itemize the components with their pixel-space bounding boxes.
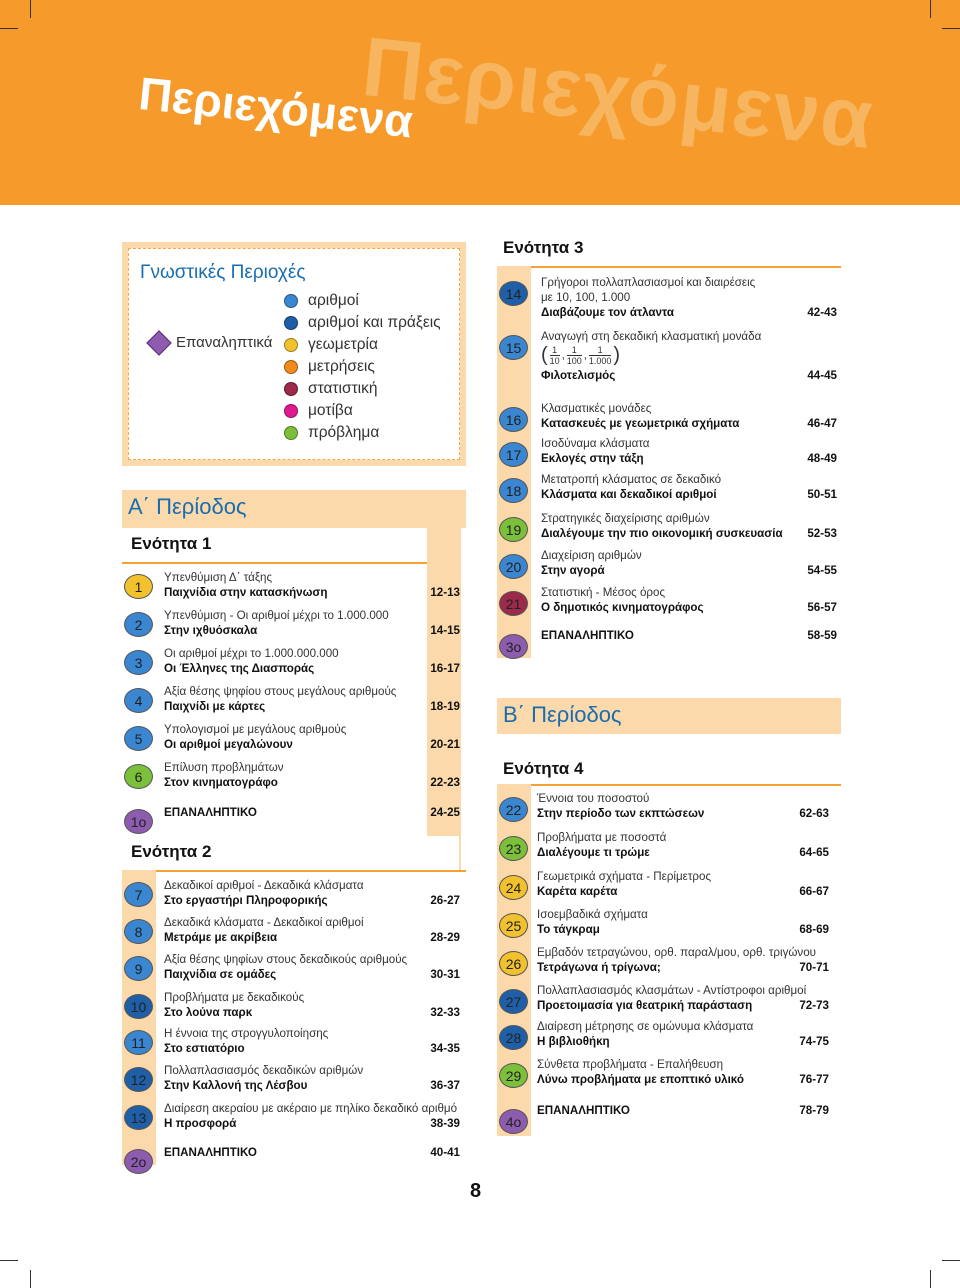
toc-entry-page: 22-23 — [430, 776, 460, 789]
toc-entry[interactable] — [537, 983, 829, 1013]
toc-entry[interactable] — [541, 329, 837, 383]
lesson-number-badge: 8 — [124, 919, 153, 944]
toc-entry-topic: Αξία θέσης ψηφίων στους δεκαδικούς αριθμούς — [164, 953, 408, 966]
toc-entry-topic: Πολλαπλασιασμός δεκαδικών αριθμών — [164, 1064, 364, 1077]
crop-mark — [942, 1260, 960, 1261]
toc-entry-topic: Δεκαδικοί αριθμοί - Δεκαδικά κλάσματα — [164, 879, 364, 892]
period-a-bar — [122, 490, 466, 528]
toc-entry[interactable] — [164, 722, 460, 752]
lesson-number-badge: 11 — [124, 1030, 153, 1055]
toc-entry-title: Η βιβλιοθήκη — [537, 1035, 610, 1048]
toc-entry-topic: Δεκαδικά κλάσματα - Δεκαδικοί αριθμοί — [164, 916, 364, 929]
toc-entry[interactable] — [164, 608, 460, 638]
lesson-number-badge: 3 — [124, 650, 153, 675]
lesson-number-badge: 27 — [499, 989, 528, 1014]
toc-entry-page: 28-29 — [430, 931, 460, 944]
toc-entry-page: 24-25 — [430, 806, 460, 819]
toc-entry-page: 78-79 — [799, 1104, 829, 1117]
toc-entry-title: ΕΠΑΝΑΛΗΠΤΙΚΟ — [541, 629, 634, 642]
category-dot-icon — [284, 360, 298, 374]
lesson-number-badge: 2 — [124, 612, 153, 637]
legend-category — [284, 314, 441, 332]
toc-entry-title: Στον κινηματογράφο — [164, 776, 278, 789]
toc-entry-page: 58-59 — [807, 629, 837, 642]
period-b-label: Β΄ Περίοδος — [503, 702, 622, 727]
lesson-number-badge: 23 — [499, 836, 528, 861]
lesson-number-badge: 10 — [124, 994, 153, 1019]
toc-entry[interactable] — [164, 760, 460, 790]
lesson-number-badge: 12 — [124, 1067, 153, 1092]
toc-entry-page: 36-37 — [430, 1079, 460, 1092]
toc-entry-page: 38-39 — [430, 1117, 460, 1130]
toc-entry-title: Στην περίοδο των εκπτώσεων — [537, 807, 705, 820]
toc-entry-topic: Έννοια του ποσοστού — [537, 792, 650, 805]
unit-2-divider — [427, 836, 461, 870]
toc-entry-topic: Αναγωγή στη δεκαδική κλασματική μονάδα — [541, 330, 762, 343]
toc-entry[interactable] — [537, 830, 829, 860]
lesson-number-badge: 24 — [499, 875, 528, 900]
toc-entry[interactable] — [164, 1026, 460, 1056]
toc-entry-page: 56-57 — [807, 601, 837, 614]
toc-entry-page: 12-13 — [430, 586, 460, 599]
category-dot-icon — [284, 426, 298, 440]
toc-entry-page: 26-27 — [430, 894, 460, 907]
lesson-number-badge: 18 — [499, 478, 528, 503]
toc-entry-title: ΕΠΑΝΑΛΗΠΤΙΚΟ — [537, 1104, 630, 1117]
toc-entry-topic: Αξία θέσης ψηφίου στους μεγάλους αριθμούς — [164, 685, 397, 698]
toc-entry-page: 14-15 — [430, 624, 460, 637]
toc-entry-topic: Επίλυση προβλημάτων — [164, 761, 284, 774]
toc-entry-title: ΕΠΑΝΑΛΗΠΤΙΚΟ — [164, 806, 257, 819]
toc-entry-title: Ο δημοτικός κινηματογράφος — [541, 601, 704, 614]
legend-category — [284, 292, 359, 310]
legend-category-label: μοτίβα — [308, 402, 353, 419]
toc-entry-title: Μετράμε με ακρίβεια — [164, 931, 278, 944]
toc-entry-topic: Προβλήματα με ποσοστά — [537, 831, 667, 844]
period-a-label: Α΄ Περίοδος — [128, 494, 247, 519]
toc-entry-topic: Στρατηγικές διαχείρισης αριθμών — [541, 512, 710, 525]
toc-entry-title: Διαβάζουμε τον άτλαντα — [541, 306, 674, 319]
lesson-number-badge: 20 — [499, 554, 528, 579]
toc-entry-topic: Υπολογισμοί με μεγάλους αριθμούς — [164, 723, 347, 736]
lesson-number-badge: 1ο — [124, 809, 153, 834]
toc-entry-title: Προετοιμασία για θεατρική παράσταση — [537, 999, 753, 1012]
crop-mark — [30, 0, 31, 18]
toc-entry-topic: Προβλήματα με δεκαδικούς — [164, 991, 305, 1004]
toc-entry-page: 68-69 — [799, 923, 829, 936]
legend-category — [284, 424, 379, 442]
toc-entry-page: 18-19 — [430, 700, 460, 713]
fraction: $\frac{1}{1.000}$ — [588, 345, 612, 366]
toc-entry-title: Στο εστιατόριο — [164, 1042, 245, 1055]
lesson-number-badge: 15 — [499, 335, 528, 360]
page-title: Περιεχόμενα — [136, 66, 416, 148]
toc-entry-topic: Υπενθύμιση Δ΄ τάξης — [164, 571, 273, 584]
lesson-number-badge: 14 — [499, 281, 528, 306]
toc-entry-title: Στο λούνα παρκ — [164, 1006, 253, 1019]
toc-entry-topic: με 10, 100, 1.000 — [541, 291, 631, 304]
legend-category-label: αριθμοί και πράξεις — [308, 314, 441, 331]
legend-category — [284, 358, 375, 376]
toc-entry-page: 48-49 — [807, 452, 837, 465]
lesson-number-badge: 7 — [124, 882, 153, 907]
toc-entry-topic: Η έννοια της στρογγυλοποίησης — [164, 1027, 329, 1040]
toc-entry[interactable] — [164, 1145, 460, 1160]
toc-entry[interactable] — [537, 791, 829, 821]
lesson-number-badge: 4ο — [499, 1109, 528, 1134]
category-dot-icon — [284, 382, 298, 396]
toc-entry[interactable] — [164, 570, 460, 600]
unit-3-rule — [497, 266, 841, 268]
toc-entry[interactable] — [164, 990, 460, 1020]
legend-category — [284, 380, 378, 398]
toc-entry-topic: Διαίρεση μέτρησης σε ομώνυμα κλάσματα — [537, 1020, 754, 1033]
toc-entry-topic: Διαίρεση ακεραίου με ακέραιο με πηλίκο δεκαδικό αριθμό — [164, 1102, 458, 1115]
unit-3-title: Ενότητα 3 — [503, 238, 584, 257]
fraction: $\frac{1}{100}$ — [566, 345, 582, 366]
toc-entry-topic: Μετατροπή κλάσματος σε δεκαδικό — [541, 473, 722, 486]
toc-entry[interactable] — [541, 275, 837, 320]
toc-entry-title: Στην Καλλονή της Λέσβου — [164, 1079, 308, 1092]
fraction: $\frac{1}{10}$ — [549, 345, 560, 366]
unit-4-title: Ενότητα 4 — [503, 759, 584, 778]
toc-entry[interactable] — [164, 1101, 460, 1131]
toc-entry-topic: Οι αριθμοί μέχρι το 1.000.000.000 — [164, 647, 339, 660]
lesson-number-badge: 1 — [124, 574, 153, 599]
toc-entry-topic: Στατιστική - Μέσος όρος — [541, 586, 666, 599]
lesson-number-badge: 5 — [124, 726, 153, 751]
lesson-number-badge: 19 — [499, 517, 528, 542]
toc-entry-topic: Πολλαπλασιασμός κλασμάτων - Αντίστροφοι αριθμοί — [537, 984, 807, 997]
toc-entry-page: 74-75 — [799, 1035, 829, 1048]
toc-entry-title: Διαλέγουμε την πιο οικονομική συσκευασία — [541, 527, 783, 540]
toc-entry[interactable] — [164, 1063, 460, 1093]
lesson-number-badge: 13 — [124, 1105, 153, 1130]
toc-entry[interactable] — [537, 945, 829, 975]
toc-entry-title: Εκλογές στην τάξη — [541, 452, 644, 465]
toc-entry-title: Λύνω προβλήματα με εποπτικό υλικό — [537, 1073, 744, 1086]
toc-entry-title: Οι Έλληνες της Διασποράς — [164, 662, 315, 675]
toc-entry-page: 52-53 — [807, 527, 837, 540]
toc-entry-topic: Εμβαδόν τετραγώνου, ορθ. παραλ/μου, ορθ. τριγώνου — [537, 946, 817, 959]
toc-entry-topic: Ισοδύναμα κλάσματα — [541, 437, 650, 450]
toc-entry[interactable] — [541, 628, 837, 643]
lesson-number-badge: 26 — [499, 951, 528, 976]
header-banner — [0, 0, 960, 205]
toc-entry-topic: Γεωμετρικά σχήματα - Περίμετρος — [537, 870, 712, 883]
toc-entry-title: Κλάσματα και δεκαδικοί αριθμοί — [541, 488, 717, 501]
lesson-number-badge: 17 — [499, 442, 528, 467]
toc-entry-page: 20-21 — [430, 738, 460, 751]
toc-entry-page: 32-33 — [430, 1006, 460, 1019]
fraction-group: ( $\frac{1}{10}$ , $\frac{1}{100}$ , $\frac{1}{1.000}$ ) — [541, 344, 621, 366]
lesson-number-badge: 22 — [499, 797, 528, 822]
lesson-number-badge: 16 — [499, 407, 528, 432]
toc-entry-page: 70-71 — [799, 961, 829, 974]
toc-entry-topic: Σύνθετα προβλήματα - Επαλήθευση — [537, 1058, 724, 1071]
toc-entry-page: 46-47 — [807, 417, 837, 430]
legend-category-label: στατιστική — [308, 380, 378, 397]
toc-entry-title: Το τάγκραμ — [537, 923, 600, 936]
toc-entry-topic: Ισοεμβαδικά σχήματα — [537, 908, 648, 921]
toc-entry[interactable] — [537, 869, 829, 899]
crop-mark — [30, 1270, 31, 1288]
lesson-number-badge: 25 — [499, 913, 528, 938]
toc-entry-page: 44-45 — [807, 369, 837, 382]
toc-entry-title: Παιχνίδι με κάρτες — [164, 700, 266, 713]
toc-entry[interactable] — [537, 907, 829, 937]
lesson-number-badge: 4 — [124, 688, 153, 713]
toc-entry[interactable] — [541, 548, 837, 578]
toc-entry-page: 42-43 — [807, 306, 837, 319]
legend-category-label: γεωμετρία — [308, 336, 378, 353]
unit-1-rule — [122, 562, 427, 564]
toc-entry-topic: Γρήγοροι πολλαπλασιασμοί και διαιρέσεις — [541, 276, 756, 289]
legend-category — [284, 336, 378, 354]
crop-mark — [930, 1270, 931, 1288]
lesson-number-badge: 2ο — [124, 1149, 153, 1174]
toc-entry-page: 40-41 — [430, 1146, 460, 1159]
toc-entry-page: 66-67 — [799, 885, 829, 898]
toc-entry[interactable] — [164, 915, 460, 945]
toc-entry-page: 72-73 — [799, 999, 829, 1012]
toc-entry[interactable] — [541, 511, 837, 541]
lesson-number-badge: 6 — [124, 764, 153, 789]
lesson-number-badge: 21 — [499, 591, 528, 616]
toc-entry[interactable] — [537, 1103, 829, 1118]
toc-entry[interactable] — [537, 1057, 829, 1087]
toc-entry-title: ΕΠΑΝΑΛΗΠΤΙΚΟ — [164, 1146, 257, 1159]
crop-mark — [0, 28, 18, 29]
toc-entry-title: Φιλοτελισμός — [541, 369, 616, 382]
legend-category-label: αριθμοί — [308, 292, 359, 309]
category-dot-icon — [284, 404, 298, 418]
toc-entry-page: 34-35 — [430, 1042, 460, 1055]
unit-1-title: Ενότητα 1 — [131, 534, 212, 553]
crop-mark — [930, 0, 931, 18]
toc-entry[interactable] — [164, 684, 460, 714]
toc-entry[interactable] — [541, 436, 837, 466]
toc-entry-topic: Κλασματικές μονάδες — [541, 402, 652, 415]
toc-entry-title: Στην αγορά — [541, 564, 605, 577]
toc-entry-topic: Διαχείριση αριθμών — [541, 549, 642, 562]
toc-entry-title: Τετράγωνα ή τρίγωνα; — [537, 961, 661, 974]
toc-entry[interactable] — [537, 1019, 829, 1049]
toc-entry-page: 54-55 — [807, 564, 837, 577]
toc-entry-title: Καρέτα καρέτα — [537, 885, 618, 898]
period-b-bar — [497, 698, 841, 734]
toc-entry[interactable] — [541, 472, 837, 502]
unit-2-title: Ενότητα 2 — [131, 842, 212, 861]
crop-mark — [0, 1260, 18, 1261]
legend-category-label: μετρήσεις — [308, 358, 375, 375]
legend-title: Γνωστικές Περιοχές — [140, 262, 306, 283]
unit-2-rule — [122, 870, 466, 872]
lesson-number-badge: 3ο — [499, 634, 528, 659]
toc-entry-title: Διαλέγουμε τι τρώμε — [537, 846, 650, 859]
toc-entry[interactable] — [164, 646, 460, 676]
toc-entry-page: 62-63 — [799, 807, 829, 820]
legend-category-label: πρόβλημα — [308, 424, 380, 441]
toc-entry-title: Στην ιχθυόσκαλα — [164, 624, 258, 637]
lesson-number-badge: 29 — [499, 1063, 528, 1088]
toc-entry-page: 16-17 — [430, 662, 460, 675]
lesson-number-badge: 28 — [499, 1025, 528, 1050]
toc-entry[interactable] — [541, 585, 837, 615]
repeat-label: Επαναληπτικά — [176, 334, 273, 351]
crop-mark — [942, 28, 960, 29]
toc-entry-topic: Υπενθύμιση - Οι αριθμοί μέχρι το 1.000.000 — [164, 609, 389, 622]
toc-entry-page: 50-51 — [807, 488, 837, 501]
toc-entry-title: Η προσφορά — [164, 1117, 237, 1130]
page-number: 8 — [470, 1180, 482, 1202]
toc-entry[interactable] — [164, 952, 460, 982]
toc-entry[interactable] — [164, 805, 460, 820]
legend-category — [284, 402, 353, 420]
toc-entry[interactable] — [164, 878, 460, 908]
header-ghost-title: Περιεχόμενα — [358, 18, 879, 167]
toc-entry-title: Παιχνίδια στην κατασκήνωση — [164, 586, 328, 599]
toc-entry-title: Οι αριθμοί μεγαλώνουν — [164, 738, 293, 751]
toc-entry-page: 76-77 — [799, 1073, 829, 1086]
toc-entry[interactable] — [541, 401, 837, 431]
toc-entry-page: 30-31 — [430, 968, 460, 981]
toc-entry-title: Στο εργαστήρι Πληροφορικής — [164, 894, 328, 907]
category-dot-icon — [284, 338, 298, 352]
toc-entry-page: 64-65 — [799, 846, 829, 859]
lesson-number-badge: 9 — [124, 956, 153, 981]
toc-entry-title: Παιχνίδια σε ομάδες — [164, 968, 277, 981]
toc-entry-title: Κατασκευές με γεωμετρικά σχήματα — [541, 417, 740, 430]
category-dot-icon — [284, 294, 298, 308]
unit-4-rule — [497, 784, 841, 786]
category-dot-icon — [284, 316, 298, 330]
